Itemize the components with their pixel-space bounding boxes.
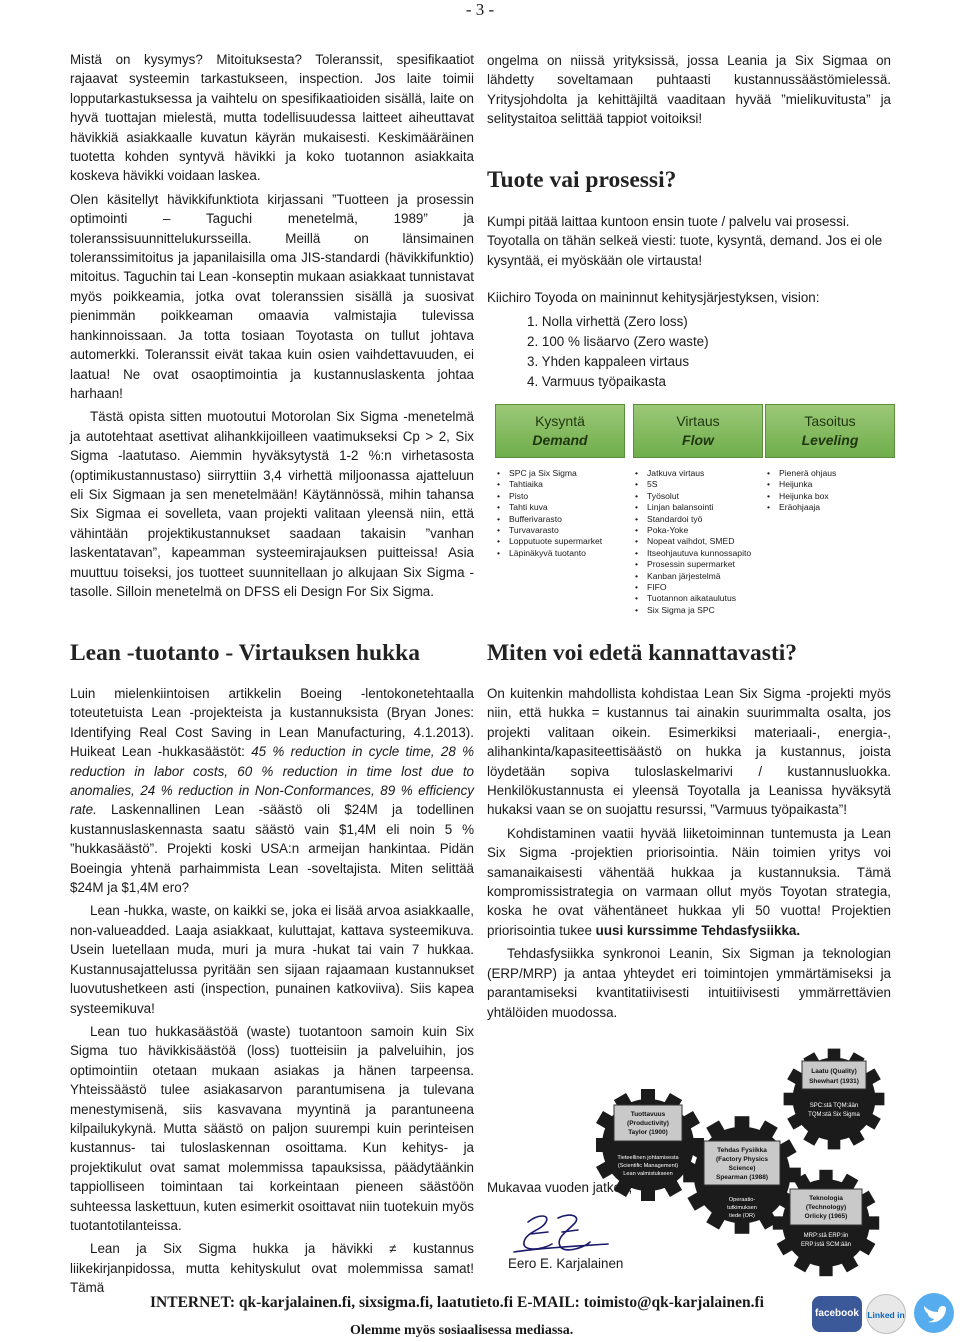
- right-column-top: [487, 51, 891, 133]
- vision-list: [527, 312, 891, 392]
- text: Kohdistaminen vaatii hyvää liiketoiminnan tuntemusta ja Lean Six Sigma -projektien priorisointia. Näin toimien yritys voi samanaikaisesti vähentää hukkaa ja kustannuksia. Tämä kompromissistrategia on varmaan ollut myös Toyotan strategia, koska he ovat vähentäneet hukkaa yli 50 vuotta! Projektien priorisointia tukee: [487, 825, 891, 938]
- paragraph: Olen käsitellyt hävikkifunktiota kirjassani ”Tuotteen ja prosessin optimointi – Taguchi menetelmä, 1989” ja toleranssisuunnittelukursseilla. Meillä on länsimainen toleranssimitoitus ja japanilaisilla oma JIS-standardi (hävikkifunktio) mitoitus. Taguchin tai Lean -konseptin mukaan asiakkaat tunnistavat myös poikkeamia, jotka ovat toleranssien sisällä ja suosivat pienimmän poikkeaman omaavia valmistajia tulevissa hankinnoissaan. Ja totta tosiaan Toyotasta on tullut johtava automerkki. Toleranssit eivät takaa kuin osien vaihdettavuuden, ei laatua! Ne ovat osaoptimointia ja kustannuslaskenta johtaa harhaan!: [70, 191, 474, 401]
- right-column-bottom: [487, 684, 891, 1026]
- gear-label: Spearman (1988): [715, 1174, 769, 1181]
- list-item: • Pienerä ohjaus: [767, 468, 895, 479]
- list-item: 1. Nolla virhettä (Zero loss): [527, 313, 688, 329]
- gear-sub-label: Tieteellinen johtamisesta: [617, 1155, 679, 1161]
- text: Laskennallinen Lean -säästö oli $24M ja todellinen kustannuslaskennasta saatu säästö vain $1,4M eli noin 5 % ”hukkasäästö”. Projekti koski USA:n armeijan hankintaa. Pidän Boeingia yhtenä parhaimmista Lean -soveltajista. Miten selittää $24M ja $1,4M ero?: [70, 802, 474, 896]
- gear-sub-label: tutkimuksen: [727, 1205, 757, 1211]
- paragraph: [487, 824, 891, 940]
- bold-text: uusi kurssimme Tehdasfysiikka.: [595, 922, 801, 938]
- gear-label: Laatu (Quality): [811, 1068, 857, 1075]
- gear-label: Tehdas Fysiikka: [717, 1147, 767, 1154]
- list-item: • Nopeat vaihdot, SMED: [635, 536, 763, 547]
- diagram-box: [765, 404, 895, 458]
- footer-contact: INTERNET: qk-karjalainen.fi, sixsigma.fi, laatutieto.fi E-MAIL: toimisto@qk-karjalainen.fi: [150, 1294, 764, 1311]
- signature-name: Eero E. Karjalainen: [508, 1256, 624, 1271]
- list-item: • Standardoi työ: [635, 514, 763, 525]
- list-item: • Prosessin supermarket: [635, 559, 763, 570]
- diagram-subtitle: Leveling: [801, 432, 859, 448]
- gears-figure: [596, 1045, 896, 1285]
- paragraph: Tehdasfysiikka synkronoi Leanin, Six Sigman ja teknologian (ERP/MRP) ja antaa yhteydet eri toimintojen ymmärtämiseksi ja parantamiseksi kvantitatiivisesti intuitiivisesti ymmärrettävien yhtälöiden muodossa.: [487, 946, 891, 1020]
- diagram-column-demand: [495, 404, 625, 559]
- lean-flow-diagram: [487, 404, 897, 620]
- paragraph: [70, 684, 474, 897]
- list-item: • Turvavarasto: [497, 525, 625, 536]
- list-item: • Lopputuote supermarket: [497, 536, 625, 547]
- paragraph: Lean -hukka, waste, on kaikki se, joka ei lisää arvoa asiakkaalle, non-valueadded. Laaja asiakkaat, kuluttajat, kattava systeemikuva. Usein luetellaan muda, muri ja mura -hukat tai vain 7 hukkaa. Kustannusajattelussa pyritään sen sijaan rajaamaan kustannukset luovutushetkeen asti (inspection, punainen katkoviiva). Siis kapea systeemikuva!: [70, 903, 474, 1016]
- list-item: • Heijunka box: [767, 491, 895, 502]
- gear-sub-label: Operaatio-: [728, 1197, 756, 1203]
- list-item: • Läpinäkyvä tuotanto: [497, 548, 625, 559]
- list-item: • Bufferivarasto: [497, 514, 625, 525]
- list-item: 4. Varmuus työpaikasta: [527, 373, 666, 389]
- gear-label: Teknologia: [809, 1195, 843, 1202]
- diagram-title: Tasoitus: [804, 413, 856, 429]
- list-item: • Jatkuva virtaus: [635, 468, 763, 479]
- list-item: • Tuotannon aikataulutus: [635, 593, 763, 604]
- list-item: • Tahtiaika: [497, 479, 625, 490]
- section-heading: Miten voi edetä kannattavasti?: [487, 640, 798, 666]
- gear-sub-label: tiede (OR): [729, 1213, 755, 1219]
- diagram-list: [765, 468, 895, 514]
- diagram-subtitle: Flow: [682, 432, 714, 448]
- gear-label: (Productivity): [627, 1120, 669, 1127]
- gear-label: Tuottavuus: [630, 1111, 666, 1118]
- diagram-column-leveling: [765, 404, 895, 514]
- paragraph: Kiichiro Toyoda on maininnut kehitysjärjestyksen, vision:: [487, 290, 820, 306]
- list-item: • Työsolut: [635, 491, 763, 502]
- list-item: • Linjan balansointi: [635, 502, 763, 513]
- diagram-title: Virtaus: [676, 413, 720, 429]
- list-item: • Six Sigma ja SPC: [635, 605, 763, 616]
- diagram-box: [633, 404, 763, 458]
- list-item: 2. 100 % lisäarvo (Zero waste): [527, 333, 709, 349]
- diagram-list: [633, 468, 763, 616]
- gear-sub-label: SPC:stä TQM:ään: [809, 1103, 859, 1109]
- list-item: • Tahti kuva: [497, 502, 625, 513]
- paragraph: Lean tuo hukkasäästöä (waste) tuotantoon samoin kuin Six Sigma tuo hävikkisäästöä (loss) tuotteisiin ja palveluihin, jos optimointiin otetaan mukaan asiakas ja hänen tarpeensa. Yhteissäästö tulee asiakasarvon parantumisena ja tulevana menestymisenä, siis kasvavana myyntinä ja parantuneena kilpailukykynä. Mutta säästö on paljon suurempi kuin perinteisen kustannus- tai tuloslaskennan osoittama. Kun kehitys- ja projektikulut ovat samat molemmissa tapauksissa, päädytäänkin tappiolliseen toimintaan tai korkeintaan pieneen säästöön suhteessa laskettuun, kuten esimerkit osoittavat niin tuotekuin myös tuotantotilanteissa.: [70, 1023, 474, 1233]
- left-column-top: [70, 50, 474, 605]
- paragraph: Lean ja Six Sigma hukka ja hävikki ≠ kustannus liikekirjanpidossa, mutta kehityskulut ovat molemmissa samat! Tämä: [70, 1241, 474, 1296]
- text: Luin mielenkiintoisen artikkelin Boeing -lentokonetehtaalla toteutetuista Lean -projekteista ja kustannuksista (Bryan Jones: Identifying Real Cost Saving in Lean Manufacturing, 4.1.2013). Huikeat Lean -hukkasäästöt:: [70, 686, 474, 760]
- list-item: 3. Yhden kappaleen virtaus: [527, 353, 690, 369]
- list-item: • Kanban järjestelmä: [635, 571, 763, 582]
- paragraph: Kumpi pitää laittaa kuntoon ensin tuote / palvelu vai prosessi. Toyotalla on tähän selkeä viesti: tuote, kysyntä, demand. Jos ei ole kysyntää, ei myöskään ole virtausta!: [487, 214, 883, 268]
- twitter-icon[interactable]: [912, 1290, 956, 1336]
- diagram-column-flow: [633, 404, 763, 616]
- list-item: • Heijunka: [767, 479, 895, 490]
- section-heading: Tuote vai prosessi?: [487, 167, 677, 193]
- list-item: • 5S: [635, 479, 763, 490]
- gear-sub-label: (Scientific Management): [617, 1163, 679, 1169]
- page-number: - 3 -: [465, 0, 495, 19]
- paragraph: Tästä opista sitten muotoutui Motorolan Six Sigma -menetelmä ja autotehtaat asettivat alihankkijoilleen vaatimukseksi Cp > 2, Six Sigma -laatutaso. Aiemmin hyväksytystä 1-2 %:n virhetasosta (optimikustannustaso) siirryttiin 3,4 virhettä miljoonassa ajatteluun eli Six Sigmaan ja sen menetelmään! Käytännössä, mihin tahansa Six Sigmaa ei sovelleta, vaan projekti valitaan yleensä niin, että vähintään projektikustannukset saadaan takaisin ”vanhan laskentatavan”, kapeamman systeemirajauksen puitteissa! Asia muuttuu toiseksi, jos tuotteet suunnitellaan jo alkujaan Six Sigma -tasolle. Silloin menetelmä on DFSS eli Design For Six Sigma.: [70, 409, 474, 599]
- gear-label: (Factory Physics: [715, 1156, 769, 1163]
- list-item: • Eräohjaaja: [767, 502, 895, 513]
- gear-sub-label: ERP:istä SCM:ään: [800, 1242, 852, 1248]
- gear-label: Science): [728, 1165, 756, 1172]
- list-item: • SPC ja Six Sigma: [497, 468, 625, 479]
- signature-image: [508, 1208, 618, 1258]
- italic-text: 45 % reduction in cycle time, 28 % reduction in labor costs, 60 % reduction in time lost due to anomalies, 24 % reduction in Non-Conformances, 89 % efficiency rate.: [70, 744, 474, 818]
- gear-label: Taylor (1900): [628, 1129, 668, 1136]
- facebook-icon[interactable]: facebook: [812, 1296, 862, 1332]
- list-item: • Poka-Yoke: [635, 525, 763, 536]
- gear-sub-label: MRP:stä ERP:iin: [803, 1233, 849, 1239]
- gear-sub-label: TQM:stä Six Sigma: [808, 1112, 860, 1118]
- gear-sub-label: Lean valmistukseen: [623, 1171, 673, 1177]
- footer-social-text: Olemme myös sosiaalisessa mediassa.: [350, 1323, 574, 1338]
- gear-label: (Technology): [805, 1204, 847, 1211]
- diagram-list: [495, 468, 625, 559]
- list-item: • FIFO: [635, 582, 763, 593]
- list-item: • Itseohjautuva kunnossapito: [635, 548, 763, 559]
- diagram-box: [495, 404, 625, 458]
- linkedin-icon[interactable]: Linked in: [866, 1294, 906, 1334]
- paragraph: Mistä on kysymys? Mitoituksesta? Toleranssit, spesifikaatiot rajaavat systeemin tarkastukseen, inspection. Jos laite toimii lopputarkastuksessa ja vaihtelu on spesifikaatioiden sisällä, laite on hyvä tuottajan mielestä, mutta todellisuudessa laitteet aiheuttavat hävikkiä asiakkaalle kuvatun käyrän mukaisesti. Keskimääräinen tuotetta kohden syntyvä hävikki ja koko tuotannon asiakkaita koskeva hävikki voidaan laskea.: [70, 52, 474, 184]
- list-item: • Pisto: [497, 491, 625, 502]
- diagram-title: Kysyntä: [535, 413, 585, 429]
- closing-text: Mukavaa vuoden jatkoa,: [487, 1180, 633, 1195]
- diagram-subtitle: Demand: [532, 432, 588, 448]
- right-column-mid: [487, 212, 891, 392]
- section-heading: Lean -tuotanto - Virtauksen hukka: [70, 640, 420, 666]
- paragraph: ongelma on niissä yrityksissä, jossa Leania ja Six Sigmaa on lähdetty soveltamaan puhtaasti kustannussäästömielessä. Yritysjohdolta ja kehittäjiltä vaaditaan hyvää ”mielikuvitusta” ja selitystaitoa selittää tappiot voitoiksi!: [487, 53, 891, 127]
- paragraph: On kuitenkin mahdollista kohdistaa Lean Six Sigma -projekti myös niin, että hukka = kustannus tai ainakin suurimmalta osalta, jos projekti valitaan oikein. Esimerkiksi materiaali-, energia-, alihankinta/kapasiteettisäästö on hukka ja kustannus, joista löydetään sopiva tuloslaskelmarivi / kustannusluokka. Henkilökustannusta ei yleensä Toyotalla ja Leanissa hyväksytä hukaksi vaan se on suojattu resurssi, ”Varmuus työpaikasta”!: [487, 686, 891, 818]
- gear-label: Shewhart (1931): [809, 1078, 859, 1085]
- left-column-bottom: [70, 684, 474, 1302]
- gear-label: Orlicky (1965): [804, 1213, 848, 1220]
